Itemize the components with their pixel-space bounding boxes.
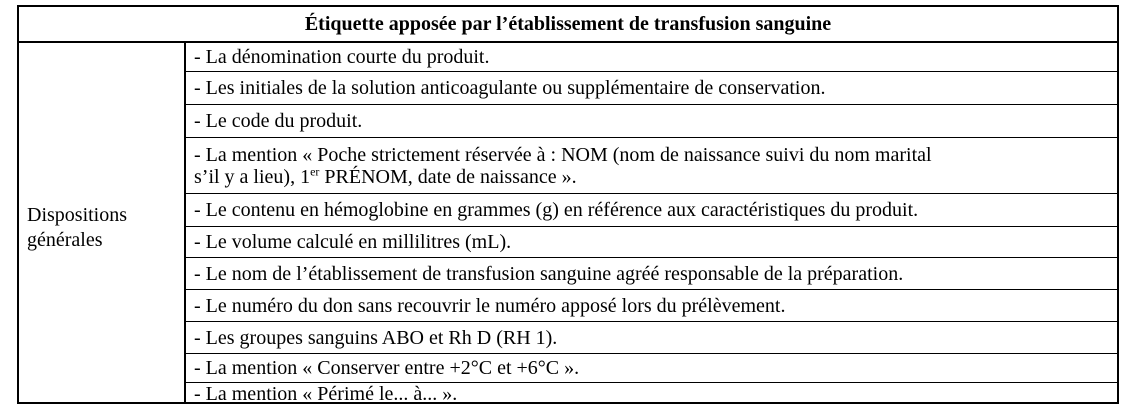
item-text: - Le code du produit. <box>194 110 363 132</box>
table-header <box>19 7 1117 43</box>
category-cell <box>19 43 186 402</box>
item-line-part: PRÉNOM, date de naissance ». <box>319 165 577 188</box>
list-item <box>186 322 1117 354</box>
list-item <box>186 194 1117 227</box>
item-line <box>194 163 932 188</box>
item-text: - Le nom de l’établissement de transfusion sanguine agréé responsable de la préparation. <box>194 262 904 285</box>
list-item <box>186 290 1117 322</box>
category-label-line1: Dispositions <box>27 204 128 226</box>
list-item <box>186 354 1117 383</box>
list-item <box>186 258 1117 290</box>
item-text-multiline <box>194 144 932 188</box>
item-line-part: s’il y a lieu), 1 <box>194 165 311 188</box>
items-cell <box>186 43 1117 405</box>
category-label <box>27 203 177 253</box>
category-label-line2: générales <box>27 229 103 251</box>
item-text: - La mention « Périmé le... à... ». <box>194 382 458 405</box>
item-line: - La mention « Poche strictement réservée à : NOM (nom de naissance suivi du nom marital <box>194 143 932 166</box>
label-requirements-table <box>17 5 1119 404</box>
item-text: - Le volume calculé en millilitres (mL). <box>194 231 512 253</box>
superscript: er <box>310 163 320 178</box>
list-item <box>186 105 1117 138</box>
list-item <box>186 227 1117 258</box>
item-text: - La dénomination courte du produit. <box>194 46 490 68</box>
list-item <box>186 43 1117 72</box>
list-item <box>186 72 1117 105</box>
item-text: - Le numéro du don sans recouvrir le numéro apposé lors du prélèvement. <box>194 294 786 317</box>
item-text: - La mention « Conserver entre +2°C et +6°C ». <box>194 357 580 379</box>
item-text: - Le contenu en hémoglobine en grammes (g) en référence aux caractéristiques du produit. <box>194 199 919 221</box>
list-item <box>186 383 1117 404</box>
table-title: Étiquette apposée par l’établissement de transfusion sanguine <box>304 12 832 35</box>
list-item <box>186 138 1117 194</box>
item-text: - Les initiales de la solution anticoagulante ou supplémentaire de conservation. <box>194 77 826 99</box>
item-text: - Les groupes sanguins ABO et Rh D (RH 1). <box>194 326 558 349</box>
